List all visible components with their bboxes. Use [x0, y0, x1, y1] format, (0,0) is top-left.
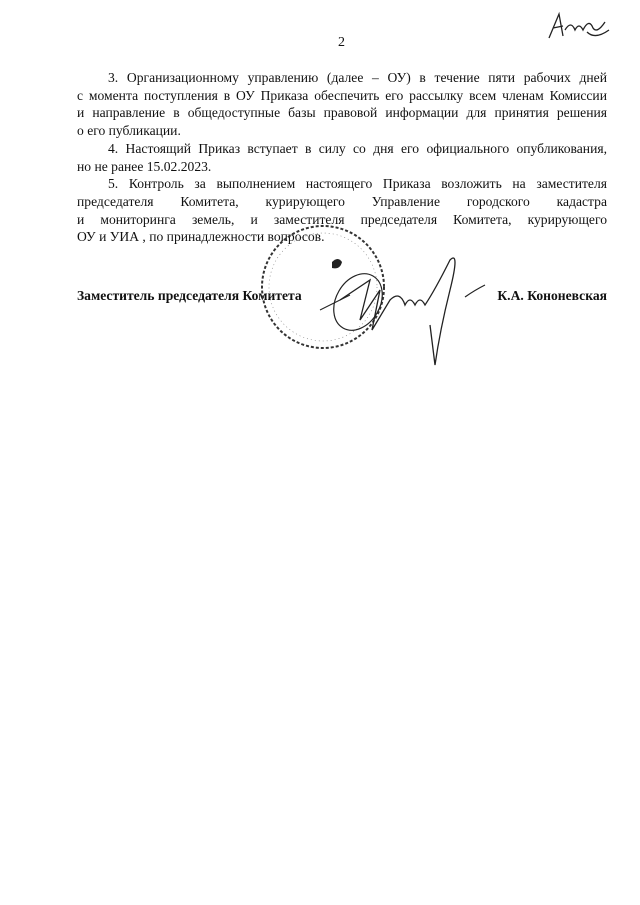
signer-name: К.А. Кононевская [497, 288, 607, 303]
text-line: о его публикации. [77, 123, 181, 139]
text-line: 5. Контроль за выполнением настоящего Приказа возложить на заместителя [108, 176, 607, 192]
handwritten-initials [545, 8, 615, 44]
text-line: с момента поступления в ОУ Приказа обеспечить его рассылку всем членам Комиссии [77, 87, 607, 103]
text-line: председателя Комитета, курирующего Управление городского кадастра [77, 193, 607, 209]
text-line: и мониторинга земель, и заместителя председателя Комитета, курирующего [77, 211, 607, 227]
text-line: 4. Настоящий Приказ вступает в силу со дня его официального опубликования, [108, 140, 607, 156]
document-body [77, 69, 607, 246]
text-line: 3. Организационному управлению (далее – ОУ) в течение пяти рабочих дней [108, 70, 607, 85]
paragraph-4 [77, 140, 607, 175]
paragraph-3 [77, 69, 607, 140]
handwritten-signature [310, 250, 490, 370]
text-line: но не ранее 15.02.2023. [77, 158, 212, 174]
signer-position: Заместитель председателя Комитета [77, 288, 302, 303]
text-line: ОУ и УИА , по принадлежности вопросов. [77, 229, 325, 245]
text-line: и направление в общедоступные базы правовой информации для принятия решения [77, 105, 607, 121]
page-number: 2 [338, 35, 345, 50]
